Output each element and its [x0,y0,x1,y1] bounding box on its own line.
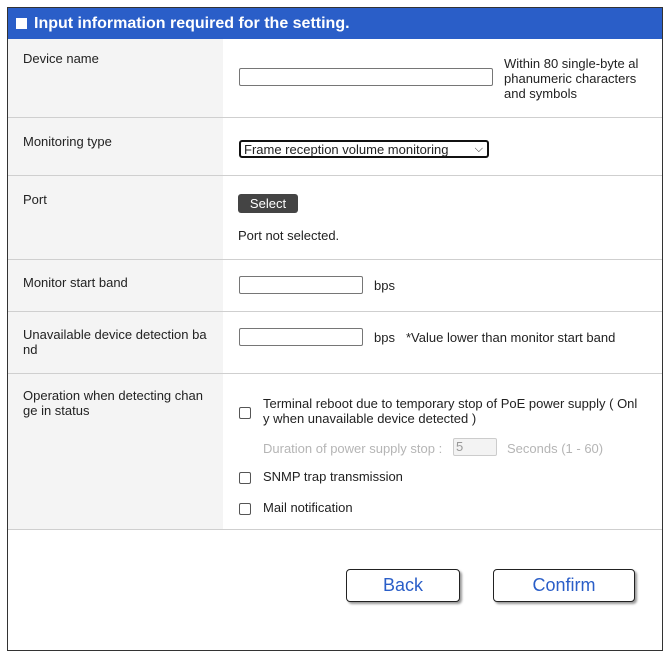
operation-label-1: Operation when detecting chan [23,388,203,403]
snmp-label: SNMP trap transmission [263,469,403,484]
mail-label: Mail notification [263,500,353,515]
row-device-name [8,39,662,118]
monitoring-type-select[interactable] [239,140,489,158]
duration-unit: Seconds (1 - 60) [507,441,604,456]
unavailable-detection-band-label [8,312,223,373]
row-port [8,176,662,260]
operation-label-2: ge in status [23,403,90,418]
mail-checkbox[interactable] [239,503,251,515]
device-name-label: Device name [8,39,223,117]
unavailable-detection-band-label-1: Unavailable device detection ba [23,327,207,342]
square-bullet-icon [16,18,27,29]
monitoring-type-label: Monitoring type [8,118,223,175]
unavailable-detection-band-unit: bps [374,330,395,345]
device-name-hint-2: phanumeric characters [504,71,637,86]
panel-title: Input information required for the setting. [34,14,350,32]
unavailable-detection-band-label-2: nd [23,342,38,357]
monitor-start-band-unit: bps [374,278,395,293]
chevron-down-icon: ⌵ [474,143,483,155]
row-operation [8,374,662,530]
port-status: Port not selected. [238,228,340,243]
row-monitoring-type [8,118,662,176]
back-button[interactable]: Back [346,569,460,602]
monitor-start-band-label: Monitor start band [8,260,223,311]
reboot-label-1: Terminal reboot due to temporary stop of PoE power supply ( Onl [263,396,638,411]
settings-panel [7,7,663,651]
monitor-start-band-input[interactable] [239,276,363,294]
duration-label: Duration of power supply stop : [263,441,443,456]
reboot-label-2: y when unavailable device detected ) [263,411,477,426]
unavailable-detection-band-note: *Value lower than monitor start band [406,330,616,345]
monitoring-type-selected: Frame reception volume monitoring [244,141,449,157]
operation-label [8,374,223,529]
port-label: Port [8,176,223,259]
device-name-input[interactable] [239,68,493,86]
reboot-checkbox[interactable] [239,407,251,419]
device-name-hint-1: Within 80 single-byte al [504,56,639,71]
duration-input[interactable]: 5 [453,438,497,456]
row-monitor-start-band [8,260,662,312]
row-unavailable-detection-band [8,312,662,374]
panel-header [8,8,662,39]
unavailable-detection-band-input[interactable] [239,328,363,346]
confirm-button[interactable]: Confirm [493,569,635,602]
port-select-button[interactable]: Select [238,194,298,213]
device-name-hint-3: and symbols [504,86,577,101]
snmp-checkbox[interactable] [239,472,251,484]
